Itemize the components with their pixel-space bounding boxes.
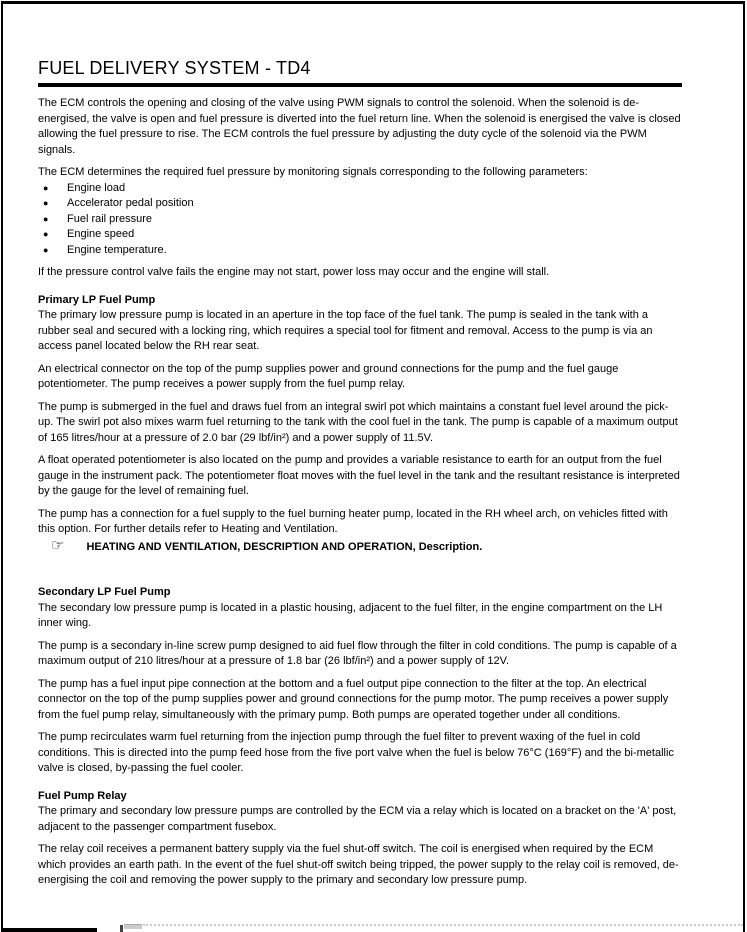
list-item: [38, 212, 682, 228]
relay-paragraph-1: The primary and secondary low pressure pumps are controlled by the ECM via a relay which is located on a bracket on the 'A' post, adjacent to the passenger compartment fusebox.: [38, 805, 677, 833]
secondary-pump-paragraph-4: The pump recirculates warm fuel returning from the injection pump through the fuel filter to prevent waxing of the fuel in cold conditions. This is directed into the pump feed hose from the five port valve when the fuel is below 76°C (169°F) and the bi-metallic valve is closed, by-passing the fuel cooler.: [38, 731, 674, 774]
manicule-pointing-hand-icon: ☞: [51, 536, 65, 554]
cross-reference-line: [38, 538, 682, 556]
secondary-pump-paragraph-2: The pump is a secondary in-line screw pump designed to aid fuel flow through the filter in cold conditions. The pump is capable of a maximum output of 210 litres/hour at a pressure of 1.8 bar (26 lbf/in²) and a power supply of 12V.: [38, 639, 677, 667]
bullet-icon: ●: [43, 244, 49, 255]
list-item: [38, 196, 682, 212]
section-fuel-pump-relay: [38, 789, 682, 889]
page-content: [38, 0, 682, 896]
primary-pump-paragraph-1: The primary low pressure pump is located in an aperture in the top face of the fuel tank. The pump is sealed in the tank with a rubber seal and secured with a locking ring, which requires a special tool for fitment and removal. Access to the pump is via an access panel located below the RH rear seat.: [38, 309, 653, 352]
bullet-icon: ●: [43, 182, 49, 193]
list-item: [38, 243, 682, 259]
section-heading-primary-lp-fuel-pump: Primary LP Fuel Pump: [38, 293, 156, 306]
intro-paragraph-3: If the pressure control valve fails the engine may not start, power loss may occur and the engine will stall.: [38, 266, 550, 278]
parameter-bullet-list: [38, 181, 682, 259]
list-item: [38, 227, 682, 243]
secondary-pump-paragraph-1: The secondary low pressure pump is located in a plastic housing, adjacent to the fuel filter, in the engine compartment on the LH inner wing.: [38, 601, 663, 629]
section-heading-secondary-lp-fuel-pump: Secondary LP Fuel Pump: [38, 586, 171, 598]
section-primary-lp-fuel-pump: [38, 293, 682, 556]
intro-paragraph-2: The ECM determines the required fuel pressure by monitoring signals corresponding to the following parameters:: [38, 166, 588, 178]
list-item: [38, 181, 682, 197]
list-item-label: Engine speed: [67, 228, 135, 240]
primary-pump-paragraph-4: A float operated potentiometer is also located on the pump and provides a variable resistance to earth for an output from the fuel gauge in the instrument pack. The potentiometer float moves with the fuel level in the tank and the resultant resistance is interpreted by the gauge for the level of remaining fuel.: [38, 454, 680, 497]
primary-pump-paragraph-3: The pump is submerged in the fuel and draws fuel from an integral swirl pot which maintains a constant fuel level around the pick-up. The swirl pot also mixes warm fuel returning to the tank with the cool fuel in the tank. The pump is capable of a maximum output of 165 litres/hour at a pressure of 2.0 bar (29 lbf/in²) and a power supply of 11.5V.: [38, 400, 678, 444]
bottom-cutoff-dotted-line: [143, 924, 743, 926]
primary-pump-paragraph-5: The pump has a connection for a fuel supply to the fuel burning heater pump, located in the RH wheel arch, on vehicles fitted with this option. For further details refer to Heating and Ventilation.: [38, 507, 668, 535]
list-item-label: Engine temperature.: [67, 243, 167, 256]
cross-reference-label: HEATING AND VENTILATION, DESCRIPTION AND OPERATION, Description.: [86, 540, 483, 553]
title-rule: [38, 83, 682, 87]
secondary-pump-paragraph-3: The pump has a fuel input pipe connection at the bottom and a fuel output pipe connection to the filter at the top. An electrical connector on the top of the pump supplies power and ground connections for the pump motor. The pump receives a power supply from the fuel pump relay, simultaneously with the primary pump. Both pumps are operated together under all conditions.: [38, 677, 669, 721]
bottom-cutoff-gray-segment: [124, 924, 142, 929]
section-heading-fuel-pump-relay: Fuel Pump Relay: [38, 789, 127, 802]
bullet-icon: ●: [43, 213, 49, 224]
list-item-label: Engine load: [67, 181, 126, 194]
list-item-label: Fuel rail pressure: [67, 212, 152, 225]
relay-paragraph-2: The relay coil receives a permanent battery supply via the fuel shut-off switch. The coil is energised when required by the ECM which provides an earth path. In the event of the fuel shut-off switch being tripped, the power supply to the relay coil is removed, de-energising the coil and removing the power supply to the primary and secondary low pressure pump.: [38, 843, 679, 886]
page-title: FUEL DELIVERY SYSTEM - TD4: [38, 58, 311, 78]
section-secondary-lp-fuel-pump: [38, 585, 682, 777]
bottom-cutoff-tick: [120, 925, 123, 932]
primary-pump-paragraph-2: An electrical connector on the top of the pump supplies power and ground connections for the pump and the fuel gauge potentiometer. The pump receives a power supply from the fuel pump relay.: [38, 362, 619, 390]
list-item-label: Accelerator pedal position: [67, 197, 194, 209]
intro-paragraph-1: The ECM controls the opening and closing of the valve using PWM signals to control the solenoid. When the solenoid is de-energised, the valve is open and fuel pressure is diverted into the fuel return line. When the solenoid is energised the valve is closed allowing the fuel pressure to rise. The ECM controls the fuel pressure by adjusting the duty cycle of the solenoid via the PWM signals.: [38, 97, 681, 156]
bottom-cutoff-black-bar: [3, 928, 97, 932]
bullet-icon: ●: [43, 198, 49, 208]
section-intro: [38, 96, 682, 281]
bullet-icon: ●: [43, 229, 49, 239]
